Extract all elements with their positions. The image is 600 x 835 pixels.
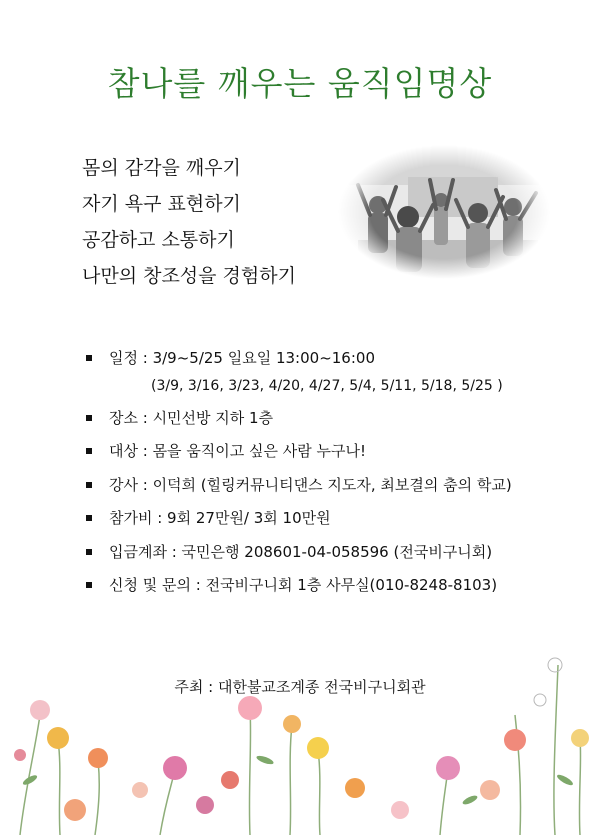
detail-place: 장소 : 시민선방 지하 1층: [86, 408, 566, 428]
detail-contact: 신청 및 문의 : 전국비구니회 1층 사무실(010-8248-8103): [86, 575, 566, 595]
detail-schedule-dates: (3/9, 3/16, 3/23, 4/20, 4/27, 5/4, 5/11, 5/18, 5/25 ): [151, 377, 503, 394]
feature-item: 몸의 감각을 깨우기: [82, 157, 241, 179]
square-bullet-icon: [86, 549, 92, 555]
feature-item: 자기 욕구 표현하기: [82, 193, 241, 215]
poster-title: 참나를 깨우는 움직임명상: [107, 64, 493, 103]
detail-schedule: 일정 : 3/9~5/25 일요일 13:00~16:00: [86, 348, 566, 368]
detail-fee: 참가비 : 9회 27만원/ 3회 10만원: [86, 508, 566, 528]
square-bullet-icon: [86, 415, 92, 421]
square-bullet-icon: [86, 515, 92, 521]
square-bullet-icon: [86, 582, 92, 588]
feature-item: 나만의 창조성을 경험하기: [82, 265, 296, 287]
group-movement-photo: [338, 145, 550, 280]
feature-item: 공감하고 소통하기: [82, 229, 235, 251]
detail-account: 입금계좌 : 국민은행 208601-04-058596 (전국비구니회): [86, 542, 566, 562]
flower-decoration: [0, 640, 600, 835]
square-bullet-icon: [86, 448, 92, 454]
sponsor-line: 주최 : 대한불교조계종 전국비구니회관: [174, 678, 426, 696]
detail-instructor: 강사 : 이덕희 (힐링커뮤니티댄스 지도자, 최보결의 춤의 학교): [86, 475, 566, 495]
square-bullet-icon: [86, 482, 92, 488]
feature-list: [82, 150, 296, 294]
square-bullet-icon: [86, 355, 92, 361]
detail-target: 대상 : 몸을 움직이고 싶은 사람 누구나!: [86, 441, 566, 461]
event-details: [86, 348, 566, 609]
